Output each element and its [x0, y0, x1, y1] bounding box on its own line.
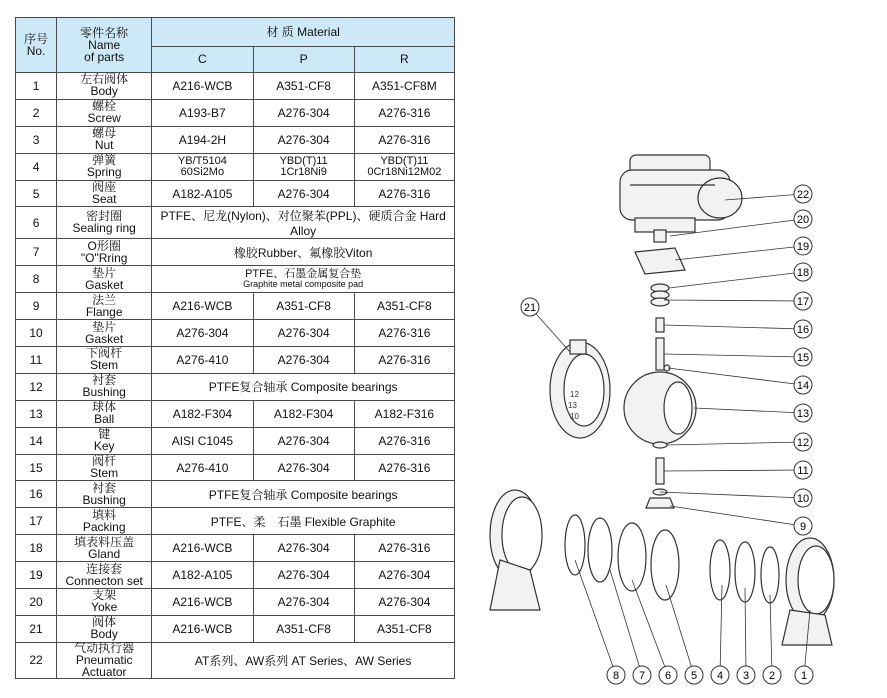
left-flange-drawing	[490, 490, 542, 610]
part-name-cn: 支架	[92, 588, 117, 603]
part-name-en: Flange	[85, 304, 123, 319]
part-name-en: Nut	[94, 138, 114, 153]
material-c: A216-WCB	[152, 615, 253, 642]
header-no-en: No.	[26, 43, 46, 58]
part-name-en: Spring	[86, 165, 122, 180]
exploded-valve-diagram	[470, 140, 887, 695]
row-no: 4	[16, 153, 57, 180]
callout-label: 18	[796, 267, 810, 279]
material-p: A276-304	[253, 454, 354, 481]
part-name	[57, 427, 152, 454]
material-p: A276-304	[253, 320, 354, 347]
table-row	[16, 508, 455, 535]
part-name-en: Gland	[88, 546, 121, 561]
part-name-cn: 衬套	[92, 480, 117, 495]
part-name	[57, 207, 152, 239]
material-c: A193-B7	[152, 99, 253, 126]
header-material: 材 质 Material	[152, 18, 455, 47]
material-p: A276-304	[253, 589, 354, 616]
row-no: 21	[16, 615, 57, 642]
parts-material-table	[15, 17, 455, 679]
material-p: A351-CF8	[253, 293, 354, 320]
callout-label: 6	[664, 670, 672, 682]
table-row	[16, 615, 455, 642]
material-c	[152, 153, 253, 180]
table-row	[16, 481, 455, 508]
callout-16	[794, 320, 812, 338]
table-row	[16, 427, 455, 454]
callout-7	[633, 666, 651, 684]
part-name-en: Stem	[90, 466, 119, 481]
part-name	[57, 508, 152, 535]
row-no: 14	[16, 427, 57, 454]
table-row	[16, 207, 455, 239]
part-name-cn: 密封圈	[86, 209, 123, 224]
lower-stem-drawing	[646, 442, 674, 508]
table-row	[16, 73, 455, 100]
material-r: A276-316	[354, 126, 454, 153]
header-no-cn: 序号	[24, 31, 49, 46]
table-row	[16, 589, 455, 616]
row-no: 13	[16, 400, 57, 427]
part-name	[57, 99, 152, 126]
callout-label: 7	[638, 670, 646, 682]
material-r: A351-CF8	[354, 615, 454, 642]
callout-label: 21	[523, 302, 537, 314]
material-r: A276-316	[354, 320, 454, 347]
part-name	[57, 180, 152, 207]
material-r: A351-CF8M	[354, 73, 454, 100]
callout-label: 14	[796, 380, 810, 392]
part-name	[57, 642, 152, 678]
header-col-r: R	[354, 47, 454, 73]
row-no: 11	[16, 347, 57, 374]
part-name-cn: 填料	[92, 507, 117, 522]
material-r: A182-F316	[354, 400, 454, 427]
material-span-text: 橡胶Rubber、氟橡胶Viton	[233, 245, 373, 260]
table-row	[16, 347, 455, 374]
callout-5	[685, 666, 703, 684]
material-all	[152, 508, 455, 535]
callout-20	[794, 210, 812, 228]
part-name	[57, 239, 152, 266]
material-p: A276-304	[253, 347, 354, 374]
callout-leader	[664, 300, 803, 301]
header-no	[16, 18, 57, 73]
table-row	[16, 153, 455, 180]
part-name-en: Key	[93, 439, 115, 454]
part-name-cn: 法兰	[92, 292, 117, 307]
row-no: 16	[16, 481, 57, 508]
table-row	[16, 454, 455, 481]
material-r: A276-316	[354, 427, 454, 454]
valve-body-drawing	[550, 340, 610, 438]
part-name-cn: 键	[98, 427, 111, 442]
material-c: A194-2H	[152, 126, 253, 153]
part-name	[57, 293, 152, 320]
callout-12	[794, 433, 812, 451]
callout-11	[794, 461, 812, 479]
part-name	[57, 481, 152, 508]
part-name-en: Screw	[87, 111, 121, 126]
part-name-cn: 气动执行器	[74, 640, 135, 655]
callout-leader	[667, 442, 803, 445]
part-name-en: Body	[90, 627, 118, 642]
material-all	[152, 481, 455, 508]
callout-label: 2	[768, 670, 776, 682]
row-no: 15	[16, 454, 57, 481]
table-row	[16, 180, 455, 207]
callout-1	[795, 666, 813, 684]
part-name-cn: 球体	[92, 400, 117, 415]
table-row	[16, 266, 455, 293]
part-name-en: Gasket	[85, 277, 124, 292]
material-c: A216-WCB	[152, 73, 253, 100]
row-no: 18	[16, 535, 57, 562]
callout-leader	[745, 588, 746, 675]
callout-14	[794, 376, 812, 394]
part-name-en: Yoke	[91, 600, 118, 615]
material-span-text: PTFE复合轴承 Composite bearings	[208, 380, 398, 395]
callout-leader	[664, 354, 803, 357]
row-no: 7	[16, 239, 57, 266]
callout-label: 1	[800, 670, 808, 682]
part-name	[57, 562, 152, 589]
callout-label: 5	[690, 670, 698, 682]
material-span-text: PTFE、柔 石墨 Flexible Graphite	[210, 514, 396, 529]
material-c: A182-A105	[152, 180, 253, 207]
material-span-text: PTFE复合轴承 Composite bearings	[208, 487, 398, 502]
callout-leader	[610, 570, 642, 675]
part-name-cn: 填表料压盖	[74, 534, 135, 549]
row-no: 3	[16, 126, 57, 153]
material-span-sub: Graphite metal composite pad	[243, 279, 364, 290]
part-name-cn: 阀杆	[92, 454, 117, 469]
material-r: A276-316	[354, 99, 454, 126]
header-name-en2: of parts	[84, 50, 125, 64]
row-no: 19	[16, 562, 57, 589]
part-name	[57, 320, 152, 347]
material-span-text: AT系列、AW系列 AT Series、AW Series	[194, 653, 412, 668]
table-row	[16, 99, 455, 126]
part-name-cn: 连接套	[86, 561, 123, 576]
part-name-en: Bushing	[82, 385, 126, 400]
material-c: A216-WCB	[152, 293, 253, 320]
callout-label: 15	[796, 352, 810, 364]
callout-leader	[664, 470, 803, 471]
callout-label: 8	[612, 670, 620, 682]
part-name-cn: 下阀杆	[86, 346, 123, 361]
material-c: A276-304	[152, 320, 253, 347]
part-name-en: "O"Rring	[80, 250, 128, 265]
table-row	[16, 535, 455, 562]
callout-leader	[664, 325, 803, 329]
material-p-line1: YBD(T)11	[279, 154, 328, 167]
callout-label: 10	[796, 493, 810, 505]
table-row	[16, 373, 455, 400]
ball-drawing	[624, 372, 696, 444]
callout-22	[794, 185, 812, 203]
material-all	[152, 207, 455, 239]
callout-leader	[770, 595, 772, 675]
material-all	[152, 239, 455, 266]
row-no: 9	[16, 293, 57, 320]
table-row	[16, 126, 455, 153]
material-p: A351-CF8	[253, 73, 354, 100]
material-p: A276-304	[253, 126, 354, 153]
table-row	[16, 642, 455, 678]
table-row	[16, 239, 455, 266]
part-name-en: Bushing	[82, 492, 126, 507]
callout-leader	[575, 560, 616, 675]
part-name	[57, 400, 152, 427]
part-name	[57, 266, 152, 293]
part-name-cn: 垫片	[92, 265, 117, 280]
part-name-cn: 垫片	[92, 319, 117, 334]
callout-label: 17	[796, 296, 810, 308]
material-c-line2: 60Si2Mo	[180, 165, 225, 178]
material-r: A276-316	[354, 180, 454, 207]
material-c: A182-A105	[152, 562, 253, 589]
part-name-en: Stem	[90, 358, 119, 373]
material-r: A276-316	[354, 454, 454, 481]
part-name-en: Body	[90, 84, 118, 99]
part-name-en: Sealing ring	[72, 221, 136, 236]
callout-label: 11	[797, 465, 809, 477]
callout-label: 16	[796, 324, 810, 336]
material-all	[152, 373, 455, 400]
part-name-cn: 左右阀体	[80, 72, 129, 87]
part-name-en: Connecton set	[65, 573, 143, 588]
body-mark-10: 10	[570, 412, 579, 421]
material-c: A216-WCB	[152, 535, 253, 562]
material-all	[152, 266, 455, 293]
header-name	[57, 18, 152, 73]
callout-9	[794, 517, 812, 535]
callout-label: 13	[796, 408, 810, 420]
material-c: A216-WCB	[152, 589, 253, 616]
body-mark-12: 12	[570, 390, 579, 399]
header-name-en1: Name	[88, 38, 121, 52]
material-p: A182-F304	[253, 400, 354, 427]
row-no: 1	[16, 73, 57, 100]
callout-18	[794, 263, 812, 281]
row-no: 2	[16, 99, 57, 126]
material-r: A276-316	[354, 535, 454, 562]
material-r: A276-304	[354, 562, 454, 589]
material-c: A276-410	[152, 454, 253, 481]
material-span-text: PTFE、石墨金属复合垫	[245, 268, 362, 281]
part-name-cn: 阀体	[92, 615, 117, 630]
callout-label: 22	[796, 189, 810, 201]
table-row	[16, 320, 455, 347]
header-col-c: C	[152, 47, 253, 73]
part-name	[57, 535, 152, 562]
material-r: A351-CF8	[354, 293, 454, 320]
row-no: 6	[16, 207, 57, 239]
part-name-cn: 衬套	[92, 373, 117, 388]
part-name	[57, 73, 152, 100]
material-p-line2: 1Cr18Ni9	[280, 165, 327, 178]
material-r: A276-304	[354, 589, 454, 616]
callout-label: 9	[799, 521, 807, 533]
callout-19	[794, 237, 812, 255]
callout-leader	[668, 368, 803, 385]
callout-21	[521, 298, 539, 316]
material-span-text: PTFE、尼龙(Nylon)、对位聚苯(PPL)、硬质合金 Hard Alloy	[160, 209, 446, 239]
material-c: A276-410	[152, 347, 253, 374]
material-all	[152, 642, 455, 678]
callout-label: 20	[796, 214, 810, 226]
part-name	[57, 615, 152, 642]
part-name-cn: O形圈	[87, 238, 121, 253]
row-no: 22	[16, 642, 57, 678]
row-no: 10	[16, 320, 57, 347]
callout-leader	[670, 506, 803, 526]
callout-label: 12	[796, 437, 810, 449]
table-row	[16, 400, 455, 427]
callout-label: 3	[742, 670, 750, 682]
part-name-cn: 螺栓	[92, 99, 117, 114]
material-r-line2: 0Cr18Ni12M02	[367, 165, 442, 178]
material-r: A276-316	[354, 347, 454, 374]
material-p: A276-304	[253, 535, 354, 562]
part-name-en: Gasket	[85, 331, 124, 346]
callout-13	[794, 404, 812, 422]
part-name-en: Seat	[91, 192, 117, 206]
table-row	[16, 293, 455, 320]
row-no: 12	[16, 373, 57, 400]
material-p	[253, 153, 354, 180]
callout-10	[794, 489, 812, 507]
part-name	[57, 126, 152, 153]
part-name	[57, 153, 152, 180]
body-mark-13: 13	[568, 401, 577, 410]
material-c: A182-F304	[152, 400, 253, 427]
stem-parts-drawing	[635, 230, 685, 371]
table-row	[16, 562, 455, 589]
row-no: 20	[16, 589, 57, 616]
part-name-en: Ball	[94, 412, 115, 427]
part-name-cn: 弹簧	[92, 153, 117, 168]
seal-rings-drawing	[565, 515, 779, 603]
callout-15	[794, 348, 812, 366]
part-name-cn: 螺母	[92, 126, 117, 141]
callout-label: 19	[796, 241, 810, 253]
callout-leader	[669, 272, 803, 288]
material-p: A351-CF8	[253, 615, 354, 642]
actuator-drawing	[620, 155, 742, 232]
part-name	[57, 454, 152, 481]
part-name-cn: 阀座	[92, 180, 117, 194]
callout-2	[763, 666, 781, 684]
material-p: A276-304	[253, 180, 354, 207]
callout-leader	[720, 585, 722, 675]
row-no: 8	[16, 266, 57, 293]
callout-leader	[694, 408, 803, 413]
callout-leader	[666, 585, 694, 675]
callout-17	[794, 292, 812, 310]
callout-8	[607, 666, 625, 684]
material-p: A276-304	[253, 562, 354, 589]
material-c-line1: YB/T5104	[177, 154, 227, 167]
part-name-en: Packing	[82, 519, 126, 534]
callout-leader	[675, 246, 803, 260]
part-name-en: Pneumatic Actuator	[75, 652, 133, 679]
callout-6	[659, 666, 677, 684]
row-no: 17	[16, 508, 57, 535]
header-col-p: P	[253, 47, 354, 73]
material-r	[354, 153, 454, 180]
row-no: 5	[16, 180, 57, 207]
material-p: A276-304	[253, 99, 354, 126]
material-p: A276-304	[253, 427, 354, 454]
material-c: AISI C1045	[152, 427, 253, 454]
callout-4	[711, 666, 729, 684]
part-name	[57, 589, 152, 616]
part-name	[57, 373, 152, 400]
callout-label: 4	[716, 670, 724, 682]
callout-3	[737, 666, 755, 684]
callout-leader	[660, 492, 803, 498]
part-name	[57, 347, 152, 374]
material-r-line1: YBD(T)11	[380, 154, 429, 167]
header-name-cn: 零件名称	[80, 26, 129, 40]
